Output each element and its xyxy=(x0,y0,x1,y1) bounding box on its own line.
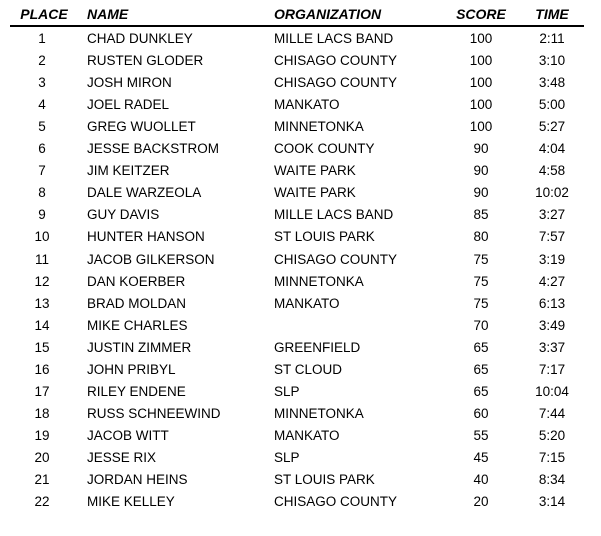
cell-place: 11 xyxy=(34,251,49,267)
cell-place: 2 xyxy=(38,53,46,69)
table-row xyxy=(0,116,601,138)
cell-organization: WAITE PARK xyxy=(274,185,356,201)
cell-time: 5:00 xyxy=(538,97,566,113)
cell-score: 65 xyxy=(473,339,489,355)
table-row xyxy=(0,403,601,425)
cell-organization: MINNETONKA xyxy=(274,405,364,421)
cell-place: 5 xyxy=(38,119,46,135)
cell-time: 2:11 xyxy=(539,31,565,46)
cell-place: 12 xyxy=(34,273,50,289)
cell-time: 7:57 xyxy=(538,229,566,245)
cell-organization: ST LOUIS PARK xyxy=(274,472,375,487)
cell-score: 90 xyxy=(473,141,489,157)
cell-time: 3:48 xyxy=(538,75,566,91)
table-row xyxy=(0,381,601,403)
table-row xyxy=(0,204,601,226)
table-row xyxy=(0,138,601,160)
cell-time: 3:19 xyxy=(538,251,566,267)
cell-name: JOEL RADEL xyxy=(87,97,170,113)
cell-place: 15 xyxy=(34,339,50,355)
cell-place: 3 xyxy=(38,75,46,91)
cell-organization: WAITE PARK xyxy=(274,163,356,179)
cell-name: BRAD MOLDAN xyxy=(87,295,187,311)
cell-score: 100 xyxy=(469,119,493,135)
table-row xyxy=(0,359,601,381)
table-row xyxy=(0,28,601,50)
header-organization: ORGANIZATION xyxy=(274,6,382,22)
cell-place: 6 xyxy=(38,141,46,157)
cell-name: JUSTIN ZIMMER xyxy=(87,339,192,355)
cell-time: 5:20 xyxy=(538,427,566,443)
table-row xyxy=(0,72,601,94)
cell-name: JOHN PRIBYL xyxy=(87,361,176,377)
header-time: TIME xyxy=(535,6,569,22)
header-score: SCORE xyxy=(456,6,506,22)
cell-time: 3:37 xyxy=(538,339,566,355)
cell-time: 8:34 xyxy=(538,472,566,487)
cell-time: 3:14 xyxy=(538,494,566,510)
cell-name: JORDAN HEINS xyxy=(87,472,188,487)
cell-name: MIKE CHARLES xyxy=(87,317,188,333)
cell-score: 75 xyxy=(473,273,489,289)
cell-time: 7:17 xyxy=(538,361,566,377)
cell-organization: SLP xyxy=(274,383,300,399)
cell-place: 14 xyxy=(34,317,50,333)
cell-place: 4 xyxy=(38,97,46,113)
cell-score: 90 xyxy=(473,185,489,201)
cell-place: 17 xyxy=(34,383,50,399)
table-row xyxy=(0,293,601,315)
cell-score: 70 xyxy=(473,317,489,333)
cell-score: 45 xyxy=(473,449,489,465)
table-row xyxy=(0,226,601,248)
cell-place: 20 xyxy=(34,449,50,465)
cell-organization: MANKATO xyxy=(274,427,340,443)
cell-time: 3:10 xyxy=(538,53,566,69)
cell-score: 100 xyxy=(469,97,493,113)
table-row xyxy=(0,491,601,513)
cell-name: JACOB WITT xyxy=(87,427,169,443)
cell-time: 4:04 xyxy=(538,141,566,157)
header-divider xyxy=(10,25,584,27)
table-header xyxy=(0,4,601,24)
cell-organization: MILLE LACS BAND xyxy=(274,31,394,46)
cell-name: RUSTEN GLODER xyxy=(87,53,204,69)
cell-place: 9 xyxy=(38,207,46,223)
table-row xyxy=(0,315,601,337)
cell-time: 3:49 xyxy=(538,317,566,333)
cell-organization: SLP xyxy=(274,449,300,465)
table-row xyxy=(0,160,601,182)
cell-time: 3:27 xyxy=(538,207,566,223)
cell-time: 4:58 xyxy=(538,163,566,179)
cell-time: 6:13 xyxy=(538,295,566,311)
cell-score: 55 xyxy=(473,427,489,443)
cell-score: 65 xyxy=(473,383,489,399)
cell-name: JACOB GILKERSON xyxy=(87,251,215,267)
cell-name: GREG WUOLLET xyxy=(87,119,196,135)
cell-time: 7:44 xyxy=(538,405,566,421)
table-row xyxy=(0,425,601,447)
cell-organization: ST LOUIS PARK xyxy=(274,229,375,245)
cell-organization: MANKATO xyxy=(274,97,340,113)
cell-score: 20 xyxy=(473,494,489,510)
cell-score: 85 xyxy=(473,207,489,223)
table-row xyxy=(0,249,601,271)
cell-organization: COOK COUNTY xyxy=(274,141,375,157)
cell-score: 100 xyxy=(469,53,493,69)
cell-name: RILEY ENDENE xyxy=(87,383,186,399)
table-row xyxy=(0,182,601,204)
cell-score: 75 xyxy=(473,295,489,311)
cell-name: RUSS SCHNEEWIND xyxy=(87,405,221,421)
table-row xyxy=(0,94,601,116)
cell-time: 10:04 xyxy=(535,383,569,399)
cell-name: DALE WARZEOLA xyxy=(87,185,202,201)
cell-organization: CHISAGO COUNTY xyxy=(274,251,398,267)
cell-time: 4:27 xyxy=(538,273,566,289)
cell-place: 16 xyxy=(34,361,50,377)
cell-name: CHAD DUNKLEY xyxy=(87,31,193,46)
cell-place: 7 xyxy=(38,163,46,179)
table-row xyxy=(0,447,601,469)
cell-name: DAN KOERBER xyxy=(87,273,186,289)
cell-organization: MILLE LACS BAND xyxy=(274,207,394,223)
table-row xyxy=(0,469,601,491)
cell-score: 100 xyxy=(469,31,493,46)
cell-organization: GREENFIELD xyxy=(274,339,361,355)
cell-time: 5:27 xyxy=(538,119,566,135)
cell-place: 8 xyxy=(38,185,46,201)
cell-name: GUY DAVIS xyxy=(87,207,160,223)
cell-score: 90 xyxy=(473,163,489,179)
cell-score: 80 xyxy=(473,229,489,245)
cell-organization: MANKATO xyxy=(274,295,340,311)
table-row xyxy=(0,337,601,359)
cell-score: 65 xyxy=(473,361,489,377)
cell-time: 10:02 xyxy=(535,185,569,201)
cell-place: 18 xyxy=(34,405,50,421)
cell-organization: CHISAGO COUNTY xyxy=(274,494,398,510)
cell-score: 60 xyxy=(473,405,489,421)
cell-place: 10 xyxy=(34,229,50,245)
cell-name: JIM KEITZER xyxy=(87,163,170,179)
cell-time: 7:15 xyxy=(538,449,566,465)
cell-name: JOSH MIRON xyxy=(87,75,172,91)
cell-organization: MINNETONKA xyxy=(274,273,364,289)
cell-place: 19 xyxy=(34,427,50,443)
cell-name: HUNTER HANSON xyxy=(87,229,205,245)
cell-organization: MINNETONKA xyxy=(274,119,364,135)
cell-organization: CHISAGO COUNTY xyxy=(274,75,398,91)
table-row xyxy=(0,271,601,293)
cell-score: 100 xyxy=(469,75,493,91)
cell-score: 75 xyxy=(473,251,489,267)
cell-name: JESSE RIX xyxy=(87,449,157,465)
cell-name: JESSE BACKSTROM xyxy=(87,141,220,157)
cell-place: 22 xyxy=(34,494,50,510)
cell-place: 21 xyxy=(34,472,50,487)
header-place: PLACE xyxy=(20,6,68,22)
header-name: NAME xyxy=(87,6,129,22)
cell-name: MIKE KELLEY xyxy=(87,494,175,510)
cell-score: 40 xyxy=(473,472,489,487)
cell-organization: CHISAGO COUNTY xyxy=(274,53,398,69)
cell-place: 1 xyxy=(38,31,46,46)
cell-place: 13 xyxy=(34,295,50,311)
table-row xyxy=(0,50,601,72)
cell-organization: ST CLOUD xyxy=(274,361,343,377)
